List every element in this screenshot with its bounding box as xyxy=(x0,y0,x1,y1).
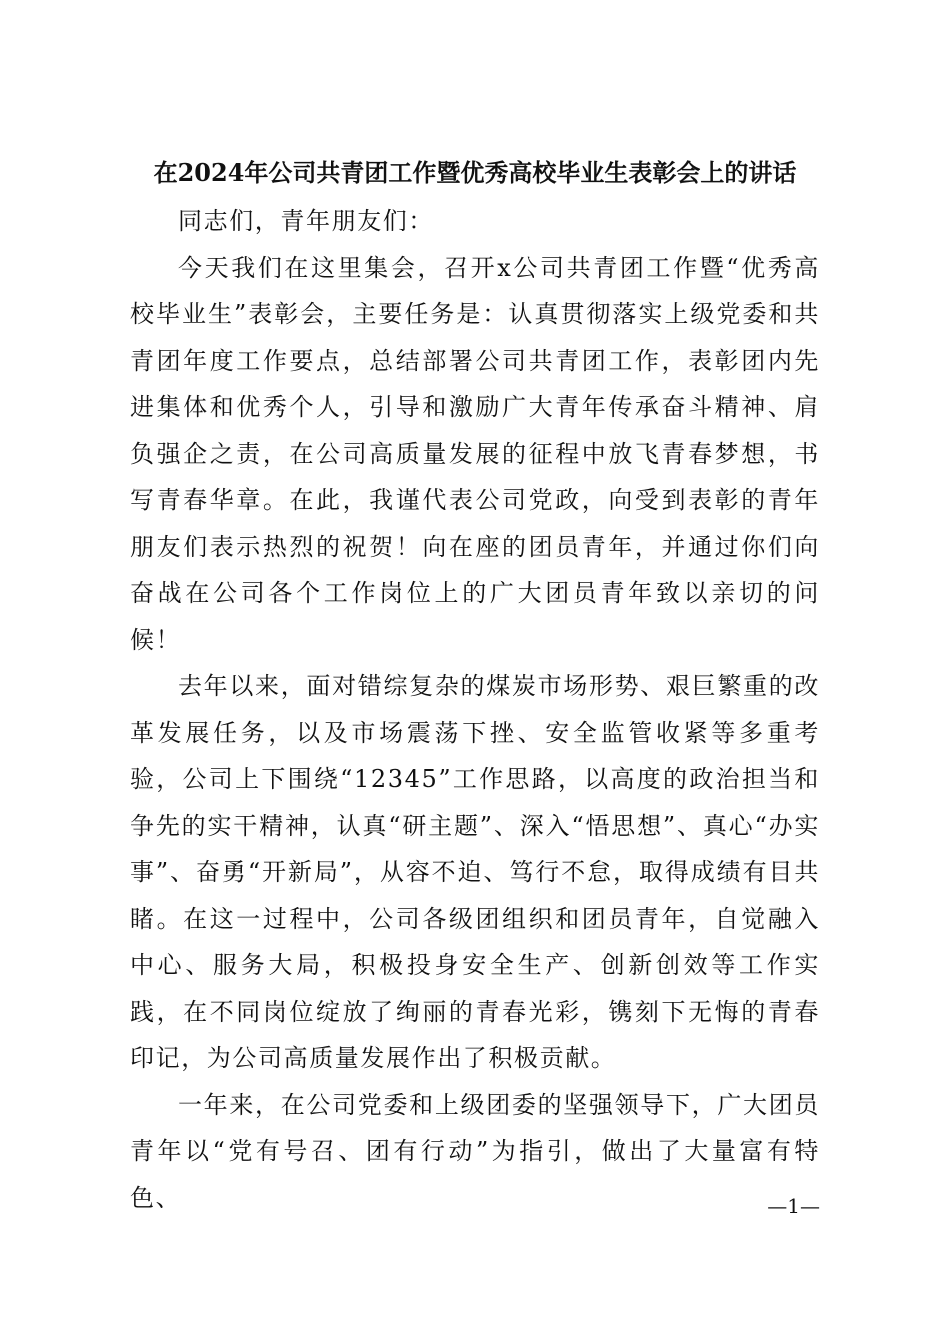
paragraph-2: 去年以来，面对错综复杂的煤炭市场形势、艰巨繁重的改革发展任务，以及市场震荡下挫、安全监管收紧等多重考验，公司上下围绕“12345”工作思路，以高度的政治担当和争先的实干精神，认真“研主题”、深入“悟思想”、真心“办实事”、奋勇“开新局”，从容不迫、笃行不怠，取得成绩有目共睹。在这一过程中，公司各级团组织和团员青年，自觉融入中心、服务大局，积极投身安全生产、创新创效等工作实践，在不同岗位绽放了绚丽的青春光彩，镌刻下无悔的青春印记，为公司高质量发展作出了积极贡献。 xyxy=(130,672,820,1072)
document-title: 在2024年公司共青团工作暨优秀高校毕业生表彰会上的讲话 xyxy=(153,158,797,187)
paragraph-1: 今天我们在这里集会，召开x公司共青团工作暨“优秀高校毕业生”表彰会，主要任务是：认真贯彻落实上级党委和共青团年度工作要点，总结部署公司共青团工作，表彰团内先进集体和优秀个人，引导和激励广大青年传承奋斗精神、肩负强企之责，在公司高质量发展的征程中放飞青春梦想，书写青春华章。在此，我谨代表公司党政，向受到表彰的青年朋友们表示热烈的祝贺！向在座的团员青年，并通过你们向奋战在公司各个工作岗位上的广大团员青年致以亲切的问候！ xyxy=(130,253,820,654)
page-number: —1— xyxy=(767,1194,820,1218)
paragraph-3: 一年来，在公司党委和上级团委的坚强领导下，广大团员青年以“党有号召、团有行动”为指引，做出了大量富有特色、 xyxy=(130,1090,820,1212)
salutation: 同志们，青年朋友们： xyxy=(178,207,434,235)
document-body xyxy=(130,198,820,1221)
